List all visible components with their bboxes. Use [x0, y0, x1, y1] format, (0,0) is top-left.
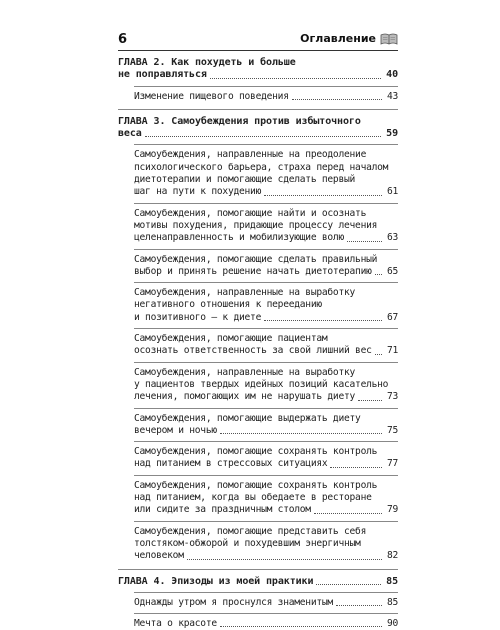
entry-separator [134, 86, 398, 87]
toc-entry-title: ГЛАВА 4. Эпизоды из моей практики [118, 575, 314, 587]
toc-item[interactable] [134, 208, 398, 245]
entry-separator [134, 408, 398, 409]
header-rule [118, 50, 398, 51]
dot-leader [145, 136, 381, 137]
toc-entry-title: ГЛАВА 3. Самоубеждения против избыточного веса [118, 115, 361, 140]
toc-entry-title: Самоубеждения, направленные на выработку у пациентов твердых идейных позиций касательно лечения, помогающих им не нарушать диету [134, 366, 389, 403]
table-of-contents [118, 57, 398, 630]
dot-leader [220, 626, 382, 627]
toc-entry-title: Самоубеждения, помогающие сохранять контроль над питанием в стрессовых ситуациях [134, 446, 378, 470]
toc-page-number: 73 [384, 391, 398, 403]
toc-page-number: 43 [384, 91, 398, 103]
toc-item[interactable] [134, 618, 398, 630]
toc-page-number: 65 [384, 266, 398, 278]
book-icon [380, 33, 398, 45]
toc-page-number: 71 [384, 345, 398, 357]
dot-leader [264, 320, 382, 321]
toc-entry-title: Самоубеждения, направленные на выработку негативного отношения к перееданию и позитивного — к диете [134, 287, 356, 323]
dot-leader [314, 513, 382, 514]
entry-separator [134, 203, 398, 204]
entry-separator [134, 592, 398, 593]
toc-entry-title: Самоубеждения, помогающие представить себя толстяком-обжорой и похудевшим энергичным человеком [134, 525, 367, 562]
dot-leader [358, 400, 382, 401]
entry-separator [134, 441, 398, 442]
page-number: 6 [118, 32, 128, 47]
entry-separator [134, 282, 398, 283]
entry-separator [134, 613, 398, 614]
entry-separator [134, 475, 398, 476]
toc-page-number: 82 [384, 550, 398, 562]
entry-separator [134, 249, 398, 250]
toc-chapter[interactable] [118, 576, 398, 588]
entry-separator [134, 521, 398, 522]
entry-separator [134, 328, 398, 329]
toc-item[interactable] [134, 413, 398, 438]
toc-page-number: 79 [384, 504, 398, 516]
dot-leader [210, 78, 381, 79]
running-title: Оглавление [300, 32, 376, 45]
toc-entry-title: Самоубеждения, помогающие сделать правильный выбор и принять решение начать диетотерапию [134, 253, 378, 277]
toc-item[interactable] [134, 333, 398, 358]
dot-leader [347, 241, 382, 242]
toc-page-number: 63 [384, 232, 398, 244]
toc-entry-title: Самоубеждения, направленные на преодоление психологического барьера, страха перед началом диетотерапии и помогающие сделать первый шаг на пути к похудению [134, 149, 389, 198]
toc-item[interactable] [134, 254, 398, 279]
dot-leader [187, 559, 382, 560]
toc-item[interactable] [134, 287, 398, 324]
toc-page-number: 59 [383, 128, 398, 140]
toc-item[interactable] [134, 597, 398, 609]
dot-leader [264, 195, 382, 196]
toc-entry-title: Самоубеждения, помогающие пациентам осознать ответственность за свой лишний вес [134, 333, 372, 357]
running-head [300, 32, 398, 45]
toc-entry-title: Однажды утром я проснулся знаменитым [134, 596, 333, 608]
entry-separator [134, 144, 398, 145]
toc-item[interactable] [134, 91, 398, 103]
dot-leader [220, 433, 382, 434]
dot-leader [316, 584, 381, 585]
toc-page-number: 61 [384, 186, 398, 198]
toc-entry-title: Мечта о красоте [134, 618, 217, 630]
toc-page-number: 90 [384, 618, 398, 630]
toc-entry-title: Самоубеждения, помогающие найти и осознать мотивы похудения, придающие процессу лечения целенаправленность и мобилизующие волю [134, 207, 378, 244]
toc-item[interactable] [134, 446, 398, 471]
toc-page-number: 77 [384, 458, 398, 470]
dot-leader [292, 99, 382, 100]
dot-leader [330, 467, 382, 468]
dot-leader [336, 605, 382, 606]
dot-leader [375, 354, 382, 355]
toc-entry-title: Самоубеждения, помогающие выдержать диету вечером и ночью [134, 412, 361, 436]
toc-chapter[interactable] [118, 116, 398, 141]
toc-chapter[interactable] [118, 57, 398, 82]
dot-leader [375, 274, 382, 275]
toc-item[interactable] [134, 367, 398, 404]
toc-page-number: 85 [384, 597, 398, 609]
toc-item[interactable] [134, 480, 398, 517]
toc-item[interactable] [134, 149, 398, 198]
toc-page-number: 67 [384, 312, 398, 324]
toc-page-number: 75 [384, 425, 398, 437]
entry-separator [134, 362, 398, 363]
toc-item[interactable] [134, 526, 398, 563]
toc-page-number: 40 [383, 69, 398, 81]
toc-entry-title: Изменение пищевого поведения [134, 90, 289, 102]
toc-entry-title: ГЛАВА 2. Как похудеть и больше не поправляться [118, 57, 296, 81]
entry-separator [118, 109, 398, 110]
entry-separator [118, 569, 398, 570]
toc-entry-title: Самоубеждения, помогающие сохранять контроль над питанием, когда вы обедаете в ресторане или сидите за праздничным столом [134, 479, 378, 516]
toc-page-number: 85 [383, 576, 398, 588]
